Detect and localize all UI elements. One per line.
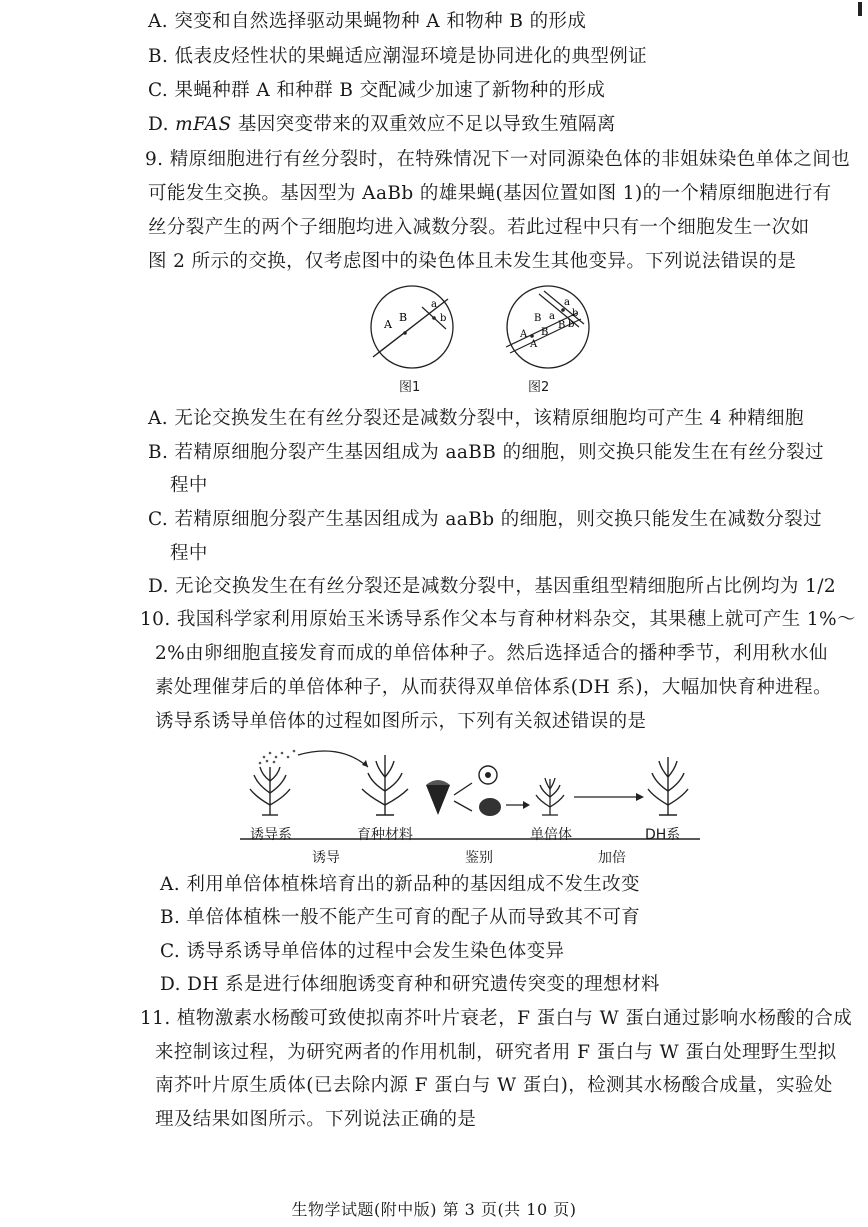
label-double: 加倍 <box>598 850 626 866</box>
fig1-label: B <box>399 311 408 324</box>
haploid-plant-icon <box>536 778 564 815</box>
figure-2-caption: 图2 <box>528 380 550 395</box>
q11-stem-1: 11. 植物激素水杨酸可致使拟南芥叶片衰老，F 蛋白与 W 蛋白通过影响水杨酸的合成 <box>140 1008 853 1029</box>
q8-option-b: B. 低表皮烃性状的果蝇适应潮湿环境是协同进化的典型例证 <box>148 46 648 67</box>
q10-stem-3: 素处理催芽后的单倍体种子，从而获得双单倍体系(DH 系)，大幅加快育种进程。 <box>155 677 832 698</box>
q10-stem-2: 2%由卵细胞直接发育而成的单倍体种子。然后选择适合的播种季节，利用秋水仙 <box>155 643 828 664</box>
label-identify: 鉴别 <box>465 850 493 866</box>
q10-option-b: B. 单倍体植株一般不能产生可育的配子从而导致其不可育 <box>160 907 641 928</box>
svg-text:A: A <box>530 339 538 350</box>
gene-name: mFAS <box>175 114 232 135</box>
svg-text:B: B <box>558 320 566 331</box>
q9-option-b: B. 若精原细胞分裂产生基因组成为 aaBB 的细胞，则交换只能发生在有丝分裂过 <box>148 442 824 463</box>
q9-option-c-cont: 程中 <box>170 543 208 564</box>
label-induce: 诱导 <box>312 850 340 866</box>
q11-stem-3: 南芥叶片原生质体(已去除内源 F 蛋白与 W 蛋白)，检测其水杨酸合成量，实验处 <box>155 1075 833 1096</box>
svg-text:b: b <box>568 319 575 330</box>
q9-figure-2 <box>492 285 602 375</box>
q9-stem-3: 丝分裂产生的两个子细胞均进入减数分裂。若此过程中只有一个细胞发生一次如 <box>148 217 810 238</box>
q8-option-c: C. 果蝇种群 A 和种群 B 交配减少加速了新物种的形成 <box>148 80 606 101</box>
q9-option-a: A. 无论交换发生在有丝分裂还是减数分裂中，该精原细胞均可产生 4 种精细胞 <box>148 408 804 429</box>
q10-stem-1: 10. 我国科学家利用原始玉米诱导系作父本与育种材料杂交，其果穗上就可产生 1%～ <box>140 609 856 630</box>
q10-option-c: C. 诱导系诱导单倍体的过程中会发生染色体变异 <box>160 941 565 962</box>
label-inducer: 诱导系 <box>250 827 292 843</box>
q10-option-d: D. DH 系是进行体细胞诱变育种和研究遗传突变的理想材料 <box>160 974 660 995</box>
inducer-plant-icon <box>250 767 290 815</box>
fig1-label: a <box>431 299 437 310</box>
q9-figure-1 <box>355 285 465 375</box>
dh-plant-icon <box>648 757 688 815</box>
label-breeding: 育种材料 <box>357 827 413 843</box>
label-haploid: 单倍体 <box>530 827 572 843</box>
corner-mark <box>858 2 862 16</box>
q8-option-a: A. 突变和自然选择驱动果蝇物种 A 和物种 B 的形成 <box>148 11 587 32</box>
q10-stem-4: 诱导系诱导单倍体的过程如图所示，下列有关叙述错误的是 <box>155 711 647 732</box>
corn-ear-icon <box>426 785 450 815</box>
q11-stem-4: 理及结果如图所示。下列说法正确的是 <box>155 1109 477 1130</box>
svg-text:a: a <box>549 311 555 322</box>
svg-text:b: b <box>572 308 579 319</box>
q9-stem-1: 9. 精原细胞进行有丝分裂时，在特殊情况下一对同源染色体的非姐妹染色单体之间也 <box>145 149 851 170</box>
svg-text:A: A <box>520 329 528 340</box>
q9-stem-4: 图 2 所示的交换，仅考虑图中的染色体且未发生其他变异。下列说法错误的是 <box>148 251 797 272</box>
figure-1-caption: 图1 <box>399 380 421 395</box>
q9-stem-2: 可能发生交换。基因型为 AaBb 的雄果蝇(基因位置如图 1)的一个精原细胞进行有 <box>148 183 832 204</box>
svg-text:B: B <box>534 313 542 324</box>
seed-icon <box>479 798 501 816</box>
q9-option-d: D. 无论交换发生在有丝分裂还是减数分裂中，基因重组型精细胞所占比例均为 1/2 <box>148 576 837 597</box>
q9-option-c: C. 若精原细胞分裂产生基因组成为 aaBb 的细胞，则交换只能发生在减数分裂过 <box>148 509 823 530</box>
fig1-label: b <box>440 313 447 324</box>
svg-text:B: B <box>541 327 549 338</box>
breeding-plant-icon <box>362 755 408 815</box>
q8-option-d: D. mFAS 基因突变带来的双重效应不足以导致生殖隔离 <box>148 114 616 135</box>
q9-option-b-cont: 程中 <box>170 475 208 496</box>
fig1-label: A <box>384 318 392 331</box>
q10-option-a: A. 利用单倍体植株培育出的新品种的基因组成不发生改变 <box>160 874 640 895</box>
q11-stem-2: 来控制该过程，为研究两者的作用机制，研究者用 F 蛋白与 W 蛋白处理野生型拟 <box>155 1042 837 1063</box>
label-dh: DH系 <box>645 827 681 843</box>
page-footer: 生物学试题(附中版) 第 3 页(共 10 页) <box>291 1200 577 1219</box>
svg-text:a: a <box>564 297 570 308</box>
